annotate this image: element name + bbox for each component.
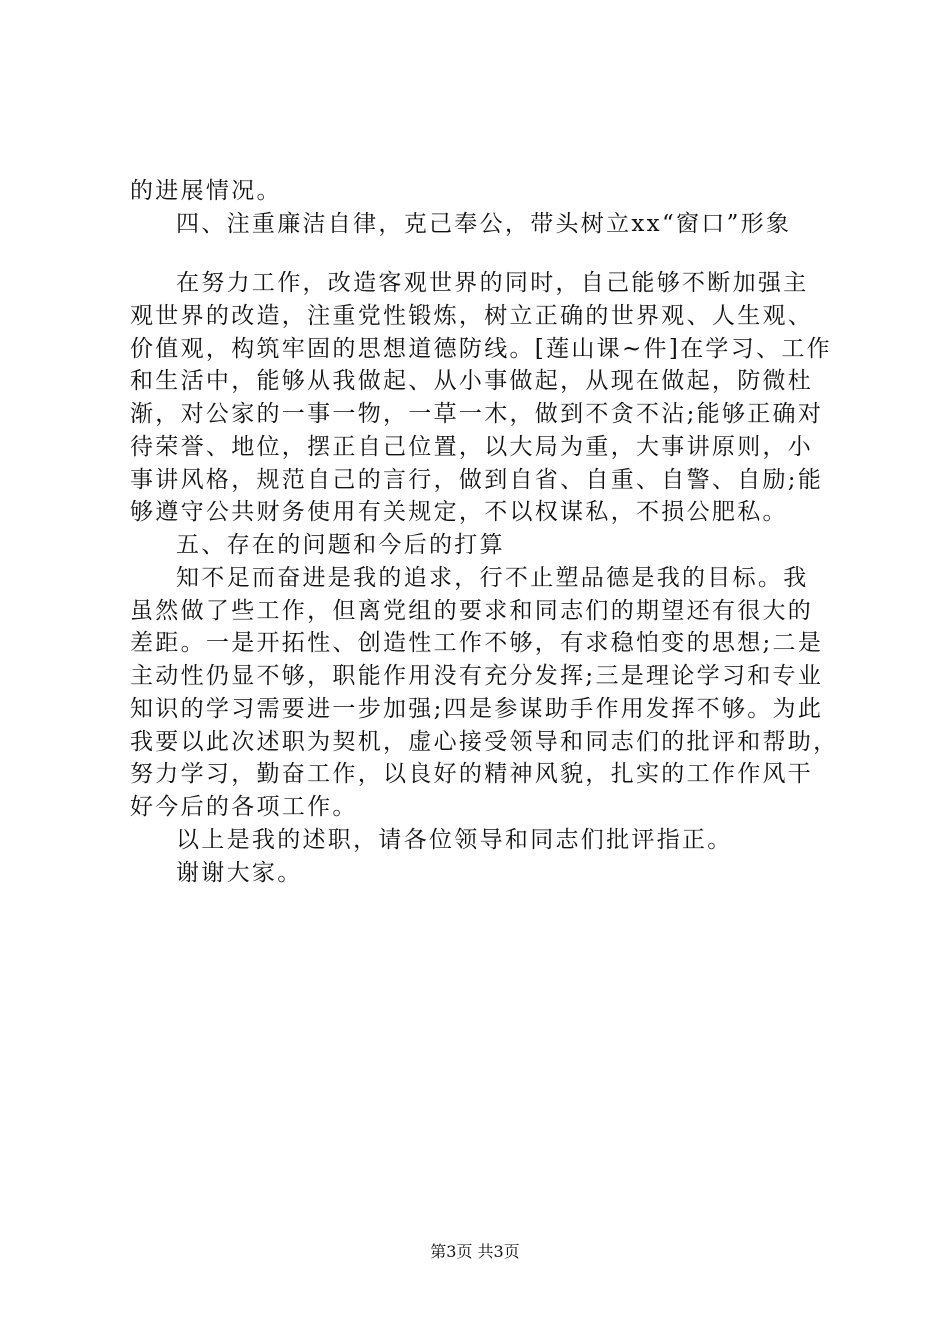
- text-line: 努力学习，勤奋工作，以良好的精神风貌，扎实的工作作风干: [130, 761, 814, 787]
- section-heading: 四、注重廉洁自律，克己奉公，带头树立xx“窗口”形象: [176, 211, 792, 237]
- text-line: 谢谢大家。: [176, 860, 303, 886]
- text-line: 观世界的改造，注重党性锻炼，树立正确的世界观、人生观、: [130, 303, 814, 329]
- text-line: 待荣誉、地位，摆正自己位置，以大局为重，大事讲原则，小: [130, 434, 814, 460]
- text-line: 好今后的各项工作。: [130, 794, 358, 820]
- text-line: 差距。一是开拓性、创造性工作不够，有求稳怕变的思想;二是: [130, 630, 824, 656]
- text-line: 主动性仍显不够，职能作用没有充分发挥;三是理论学习和专业: [130, 663, 824, 689]
- text-line: 虽然做了些工作，但离党组的要求和同志们的期望还有很大的: [130, 598, 814, 624]
- text-line: 以上是我的述职，请各位领导和同志们批评指正。: [176, 827, 733, 853]
- text-line: 我要以此次述职为契机，虚心接受领导和同志们的批评和帮助，: [130, 729, 839, 755]
- text-line: 知识的学习需要进一步加强;四是参谋助手作用发挥不够。为此: [130, 696, 824, 722]
- text-line: 在努力工作，改造客观世界的同时，自己能够不断加强主: [176, 270, 809, 296]
- text-line: 渐，对公家的一事一物，一草一木，做到不贪不沾;能够正确对: [130, 401, 824, 427]
- page-footer: 第3页 共3页: [430, 1242, 520, 1261]
- text-line: 的进展情况。: [130, 178, 282, 204]
- text-line: 价值观，构筑牢固的思想道德防线。[莲山课~件]在学习、工作: [130, 336, 832, 362]
- text-line: 够遵守公共财务使用有关规定，不以权谋私，不损公肥私。: [130, 499, 788, 525]
- text-line: 和生活中，能够从我做起、从小事做起，从现在做起，防微杜: [130, 368, 814, 394]
- text-line: 事讲风格，规范自己的言行，做到自省、自重、自警、自励;能: [130, 467, 824, 493]
- text-line: 知不足而奋进是我的追求，行不止塑品德是我的目标。我: [176, 565, 809, 591]
- section-heading: 五、存在的问题和今后的打算: [176, 532, 505, 558]
